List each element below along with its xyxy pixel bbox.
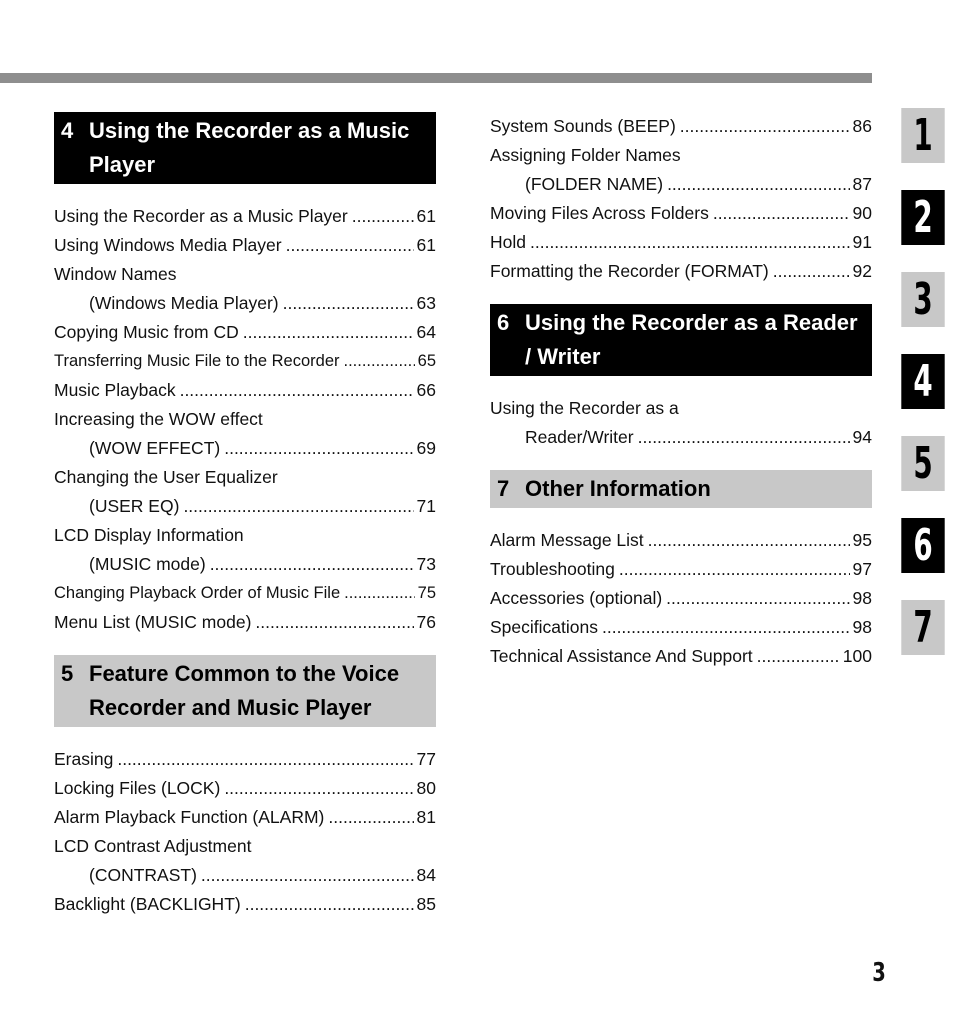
dot-leader <box>352 202 414 231</box>
toc-entry[interactable] <box>54 521 436 550</box>
toc-entry[interactable] <box>490 228 872 257</box>
toc-entry-page: 98 <box>852 617 872 637</box>
dot-leader <box>255 608 413 637</box>
toc-entry[interactable] <box>490 584 872 613</box>
toc-entry[interactable] <box>490 613 872 642</box>
toc-entry-label: Using the Recorder as a <box>490 398 679 418</box>
chapter-tab-5[interactable]: 5 <box>901 436 944 491</box>
chapter-tab-7[interactable]: 7 <box>901 600 944 655</box>
toc-entry-page: 91 <box>852 232 872 252</box>
dot-leader <box>283 289 414 318</box>
dot-leader <box>245 890 414 919</box>
toc-entry-page: 80 <box>416 778 436 798</box>
toc-entry[interactable] <box>490 423 872 452</box>
toc-entry-label: (USER EQ) <box>89 496 180 516</box>
toc-entry[interactable] <box>54 579 436 608</box>
toc-entry-label: Reader/Writer <box>525 427 634 447</box>
dot-leader <box>648 526 850 555</box>
toc-entry[interactable] <box>54 774 436 803</box>
toc-entry-page: 65 <box>417 352 436 370</box>
toc-entry[interactable] <box>54 550 436 579</box>
toc-entry-page: 71 <box>416 496 436 516</box>
toc-entry[interactable] <box>490 170 872 199</box>
toc-entry[interactable] <box>54 376 436 405</box>
chapter-tab-1[interactable]: 1 <box>901 108 944 163</box>
toc-entry-page: 76 <box>416 612 436 632</box>
toc-entry-label: Changing Playback Order of Music File <box>54 584 341 602</box>
toc-entry-page: 64 <box>416 322 436 342</box>
toc-entry-page: 75 <box>417 584 436 602</box>
toc-entry-label: (WOW EFFECT) <box>89 438 221 458</box>
toc-entry-label: Increasing the WOW effect <box>54 409 263 429</box>
toc-entry-label: (MUSIC mode) <box>89 554 206 574</box>
toc-entry[interactable] <box>490 555 872 584</box>
toc-entry-label: Moving Files Across Folders <box>490 203 709 223</box>
dot-leader <box>602 613 850 642</box>
toc-entry-label: Changing the User Equalizer <box>54 467 278 487</box>
dot-leader <box>680 112 850 141</box>
toc-column-right <box>490 112 872 689</box>
toc-entry-label: System Sounds (BEEP) <box>490 116 676 136</box>
dot-leader <box>201 861 414 890</box>
toc-entry-list <box>490 112 872 286</box>
dot-leader <box>619 555 850 584</box>
section-number: 6 <box>497 310 510 335</box>
toc-entry-label: Assigning Folder Names <box>490 145 681 165</box>
toc-entry-page: 77 <box>416 749 436 769</box>
toc-entry[interactable] <box>54 832 436 861</box>
toc-entry-page: 81 <box>416 807 436 827</box>
toc-entry-page: 85 <box>416 894 436 914</box>
chapter-tab-3[interactable]: 3 <box>901 272 944 327</box>
toc-entry[interactable] <box>490 394 872 423</box>
toc-entry-label: Using Windows Media Player <box>54 235 282 255</box>
toc-entry[interactable] <box>490 199 872 228</box>
toc-entry-page: 61 <box>416 206 436 226</box>
dot-leader <box>773 257 850 286</box>
dot-leader <box>180 376 414 405</box>
toc-entry[interactable] <box>54 463 436 492</box>
top-rule <box>0 73 872 83</box>
dot-leader <box>713 199 850 228</box>
toc-entry-label: Locking Files (LOCK) <box>54 778 221 798</box>
toc-entry-label: Backlight (BACKLIGHT) <box>54 894 241 914</box>
chapter-tab-4[interactable]: 4 <box>901 354 944 409</box>
toc-entry[interactable] <box>490 141 872 170</box>
toc-entry[interactable] <box>54 405 436 434</box>
section-heading <box>490 470 872 508</box>
toc-entry[interactable] <box>54 608 436 637</box>
toc-entry-page: 98 <box>852 588 872 608</box>
toc-entry-label: Specifications <box>490 617 598 637</box>
toc-entry-page: 86 <box>852 116 872 136</box>
toc-entry[interactable] <box>490 642 872 671</box>
section-number: 4 <box>61 118 74 143</box>
toc-entry-label: Using the Recorder as a Music Player <box>54 206 348 226</box>
section-title: Using the Recorder as a Reader / Writer <box>525 310 858 369</box>
section-title: Other Information <box>525 476 711 501</box>
dot-leader <box>117 745 413 774</box>
toc-column-left <box>54 112 436 937</box>
toc-entry-page: 100 <box>842 646 872 666</box>
toc-entry-page: 69 <box>416 438 436 458</box>
toc-entry-label: Troubleshooting <box>490 559 615 579</box>
toc-entry-label: Accessories (optional) <box>490 588 663 608</box>
toc-entry-list <box>490 526 872 671</box>
toc-entry-label: Menu List (MUSIC mode) <box>54 612 252 632</box>
page-number: 3 <box>872 958 886 988</box>
dot-leader <box>667 170 849 199</box>
dot-leader <box>344 347 415 376</box>
toc-entry-label: Alarm Message List <box>490 530 644 550</box>
toc-entry-page: 94 <box>852 427 872 447</box>
toc-entry-list <box>54 202 436 637</box>
toc-entry[interactable] <box>54 861 436 890</box>
toc-entry[interactable] <box>54 745 436 774</box>
toc-entry-page: 73 <box>416 554 436 574</box>
dot-leader <box>210 550 414 579</box>
toc-entry-label: Music Playback <box>54 380 176 400</box>
toc-entry-label: Technical Assistance And Support <box>490 646 753 666</box>
section-title: Using the Recorder as a Music Player <box>89 118 410 177</box>
toc-entry-page: 63 <box>416 293 436 313</box>
toc-entry-label: (CONTRAST) <box>89 865 197 885</box>
chapter-tab-6[interactable]: 6 <box>901 518 944 573</box>
toc-entry[interactable] <box>54 347 436 376</box>
dot-leader <box>344 579 415 608</box>
toc-entry-list <box>490 394 872 452</box>
toc-entry-page: 66 <box>416 380 436 400</box>
toc-entry[interactable] <box>54 260 436 289</box>
section-heading <box>490 304 872 376</box>
toc-entry-label: (FOLDER NAME) <box>525 174 664 194</box>
dot-leader <box>530 228 850 257</box>
section-number: 7 <box>497 476 510 501</box>
section-number: 5 <box>61 661 74 686</box>
toc-entry[interactable] <box>54 318 436 347</box>
toc-entry-label: Hold <box>490 232 526 252</box>
toc-entry-page: 97 <box>852 559 872 579</box>
toc-entry-page: 87 <box>852 174 872 194</box>
toc-entry-page: 90 <box>852 203 872 223</box>
section-heading <box>54 655 436 727</box>
toc-entry[interactable] <box>54 202 436 231</box>
toc-entry-page: 95 <box>852 530 872 550</box>
dot-leader <box>224 774 413 803</box>
toc-entry-label: Window Names <box>54 264 177 284</box>
toc-entry[interactable] <box>54 492 436 521</box>
toc-entry[interactable] <box>54 289 436 318</box>
toc-entry[interactable] <box>54 231 436 260</box>
dot-leader <box>224 434 413 463</box>
dot-leader <box>243 318 414 347</box>
toc-entry-label: Alarm Playback Function (ALARM) <box>54 807 325 827</box>
toc-entry-page: 84 <box>416 865 436 885</box>
toc-entry[interactable] <box>54 890 436 919</box>
dot-leader <box>183 492 413 521</box>
toc-entry[interactable] <box>490 526 872 555</box>
toc-entry[interactable] <box>490 257 872 286</box>
dot-leader <box>757 642 840 671</box>
toc-entry-page: 92 <box>852 261 872 281</box>
toc-entry-page: 61 <box>416 235 436 255</box>
dot-leader <box>638 423 850 452</box>
chapter-tab-2[interactable]: 2 <box>901 190 944 245</box>
toc-entry-label: Transferring Music File to the Recorder <box>54 352 340 370</box>
dot-leader <box>328 803 413 832</box>
toc-entry[interactable] <box>490 112 872 141</box>
section-title: Feature Common to the Voice Recorder and Music Player <box>89 661 400 720</box>
toc-entry-label: Copying Music from CD <box>54 322 239 342</box>
toc-entry[interactable] <box>54 434 436 463</box>
toc-entry-label: LCD Display Information <box>54 525 244 545</box>
toc-entry-label: Formatting the Recorder (FORMAT) <box>490 261 769 281</box>
toc-entry[interactable] <box>54 803 436 832</box>
dot-leader <box>286 231 414 260</box>
section-heading <box>54 112 436 184</box>
toc-entry-label: Erasing <box>54 749 114 769</box>
toc-entry-list <box>54 745 436 919</box>
toc-entry-label: LCD Contrast Adjustment <box>54 836 252 856</box>
dot-leader <box>666 584 849 613</box>
toc-entry-label: (Windows Media Player) <box>89 293 279 313</box>
